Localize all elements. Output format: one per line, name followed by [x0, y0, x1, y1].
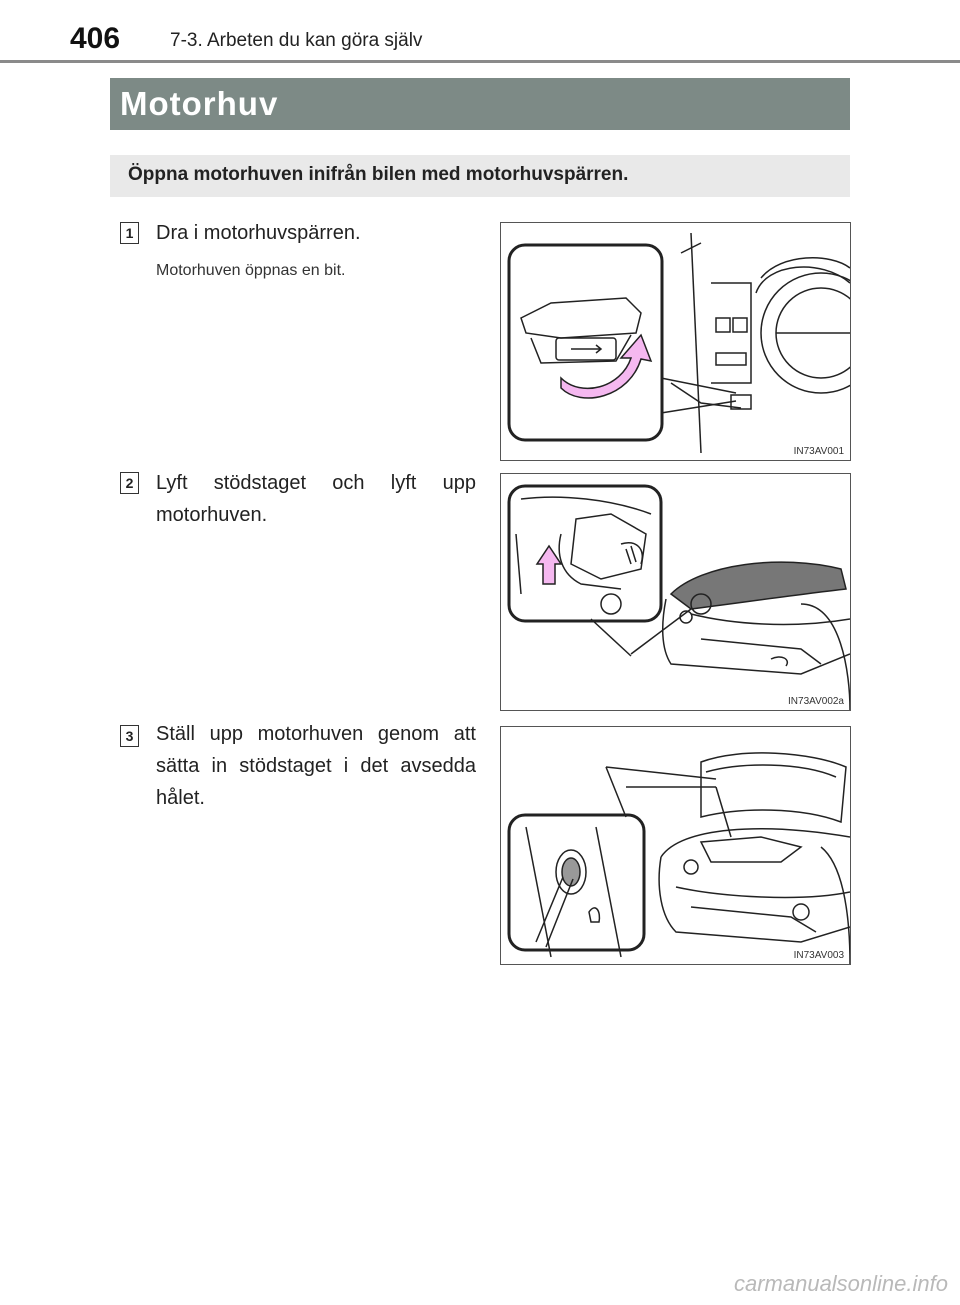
step-2-text: Lyft stödstaget och lyft upp motorhuven. — [156, 472, 476, 526]
watermark: carmanualsonline.info — [733, 1271, 948, 1296]
step-1-text: Dra i motorhuvspärren. — [156, 222, 361, 244]
intro-text: Öppna motorhuven inifrån bilen med motorhuvspärren. — [128, 164, 629, 185]
support-rod-illustration — [501, 474, 850, 710]
title-band — [110, 78, 850, 130]
figure-code-1: IN73AV001 — [793, 446, 844, 457]
figure-hood-propped — [500, 726, 851, 965]
figure-code-2: IN73AV002a — [788, 696, 844, 707]
figure-support-rod-lift — [500, 473, 851, 711]
figure-hood-release-lever — [500, 222, 851, 461]
step-3-text: Ställ upp motorhuven genom att sätta in stödstaget i det avsedda hålet. — [156, 723, 476, 809]
step-2-number: 2 — [120, 472, 139, 494]
step-3-number: 3 — [120, 725, 139, 747]
page-title: Motorhuv — [120, 85, 279, 122]
step-1-subtext: Motorhuven öppnas en bit. — [156, 262, 346, 279]
figure-code-3: IN73AV003 — [793, 950, 844, 961]
section-reference: 7-3. Arbeten du kan göra själv — [170, 30, 423, 51]
header-rule — [0, 60, 960, 63]
propped-hood-illustration — [501, 727, 850, 964]
hood-release-lever-illustration — [501, 223, 850, 460]
intro-box — [110, 155, 850, 197]
page-number: 406 — [70, 22, 121, 55]
step-1-number: 1 — [120, 222, 139, 244]
